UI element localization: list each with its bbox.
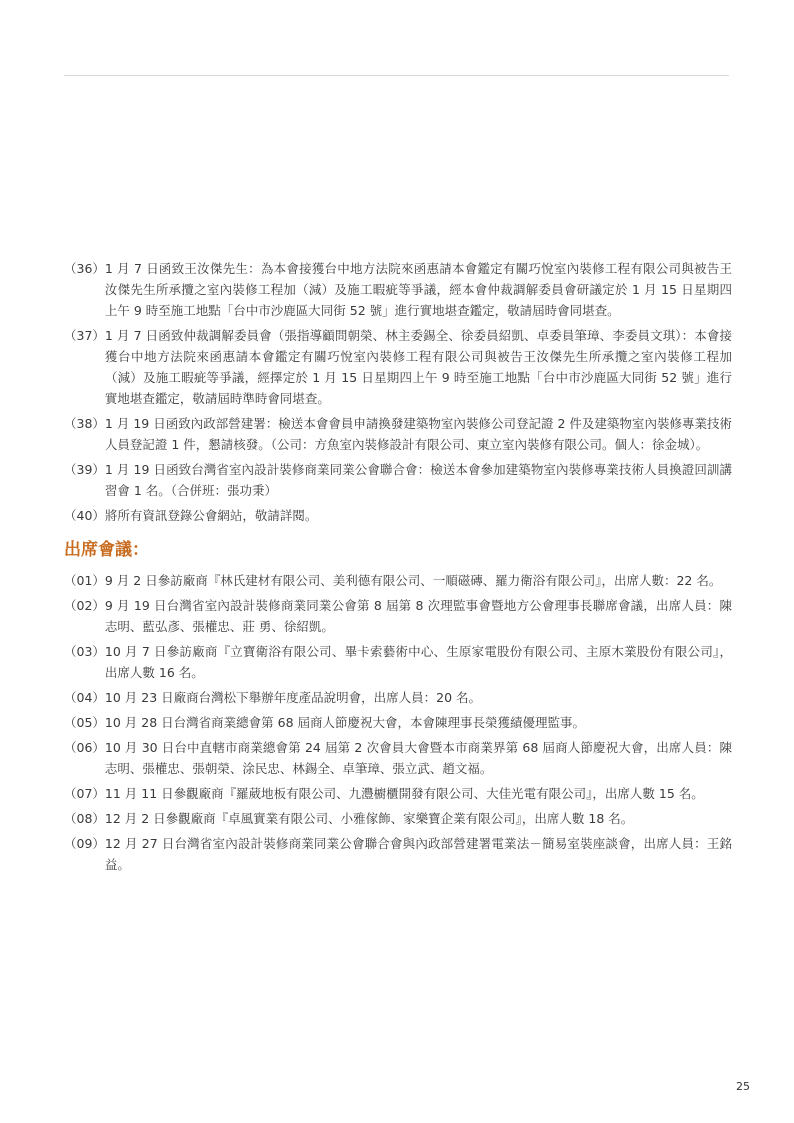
header-divider — [64, 75, 729, 76]
list-item — [64, 570, 732, 591]
item-number: （39） — [64, 462, 105, 477]
item-text: 10 月 7 日參訪廠商『立寶衛浴有限公司、畢卡索藝術中心、生原家電股份有限公司、主原木業股份有限公司』，出席人數 16 名。 — [104, 644, 732, 680]
list-item — [64, 641, 732, 683]
item-text: 10 月 30 日台中直轄市商業總會第 24 屆第 2 次會員大會暨本市商業界第 68 屆商人節慶祝大會，出席人員：陳志明、張權忠、張朝榮、涂民忠、林錫全、卓筆璋、張立武、趙文福。 — [104, 740, 732, 776]
list-item — [64, 413, 732, 455]
meetings-list — [64, 570, 732, 875]
item-number: （03） — [64, 644, 105, 659]
item-text: 1 月 19 日函致內政部營建署：檢送本會會員申請換發建築物室內裝修公司登記證 2 件及建築物室內裝修專業技術人員登記證 1 件，懇請核發。（公司：方魚室內裝修設計有限公司、東立室內裝修有限公司。個人：徐金城）。 — [104, 416, 732, 452]
item-number: （09） — [64, 836, 105, 851]
list-item — [64, 833, 732, 875]
item-number: （02） — [64, 598, 105, 613]
item-text: 11 月 11 日參觀廠商『羅葳地板有限公司、九灃櫥櫃開發有限公司、大佳光電有限公司』，出席人數 15 名。 — [104, 786, 704, 801]
item-text: 1 月 19 日函致台灣省室內設計裝修商業同業公會聯合會：檢送本會參加建築物室內裝修專業技術人員換證回訓講習會 1 名。（合併班：張功秉） — [104, 462, 732, 498]
item-text: 12 月 2 日參觀廠商『卓風實業有限公司、小雅傢飾、家樂寶企業有限公司』，出席人數 18 名。 — [104, 811, 634, 826]
list-item — [64, 325, 732, 409]
item-number: （01） — [64, 573, 105, 588]
item-number: （36） — [64, 261, 105, 276]
list-item — [64, 737, 732, 779]
item-text: 12 月 27 日台灣省室內設計裝修商業同業公會聯合會與內政部營建署電業法－簡易室裝座談會，出席人員：王銘益。 — [104, 836, 732, 872]
item-number: （06） — [64, 740, 105, 755]
item-number: （04） — [64, 690, 105, 705]
item-text: 10 月 23 日廠商台灣松下舉辦年度產品說明會，出席人員：20 名。 — [104, 690, 482, 705]
list-item — [64, 808, 732, 829]
list-item — [64, 595, 732, 637]
item-text: 將所有資訊登錄公會網站，敬請詳閱。 — [104, 508, 318, 523]
page-number: 25 — [736, 1080, 750, 1093]
list-item — [64, 783, 732, 804]
item-number: （05） — [64, 715, 105, 730]
meetings-heading: 出席會議： — [64, 540, 149, 560]
list-item — [64, 712, 732, 733]
item-text: 10 月 28 日台灣省商業總會第 68 屆商人節慶祝大會，本會陳理事長榮獲績優理監事。 — [104, 715, 585, 730]
item-text: 9 月 19 日台灣省室內設計裝修商業同業公會第 8 屆第 8 次理監事會暨地方公會理事長聯席會議，出席人員：陳志明、藍弘彥、張權忠、莊 勇、徐紹凱。 — [104, 598, 732, 634]
item-text: 9 月 2 日參訪廠商『林氏建材有限公司、美利德有限公司、一順磁磚、羅力衛浴有限公司』，出席人數：22 名。 — [104, 573, 722, 588]
list-item — [64, 505, 732, 526]
item-text: 1 月 7 日函致王汝傑先生：為本會接獲台中地方法院來函惠請本會鑑定有關巧悅室內裝修工程有限公司與被告王汝傑先生所承攬之室內裝修工程加（減）及施工暇疵等爭議，經本會仲裁調解委員會研議定於 1 月 15 日星期四上午 9 時至施工地點「台中市沙鹿區大同街 52 號」進行實地堪查鑑定，敬請屆時會同堪查。 — [104, 261, 732, 318]
correspondence-list — [64, 258, 732, 526]
list-item — [64, 687, 732, 708]
item-number: （07） — [64, 786, 105, 801]
list-item — [64, 258, 732, 321]
item-number: （37） — [64, 328, 105, 343]
item-text: 1 月 7 日函致仲裁調解委員會（張指導顧問朝榮、林主委錫全、徐委員紹凱、卓委員筆璋、李委員文琪）：本會接獲台中地方法院來函惠請本會鑑定有關巧悅室內裝修工程有限公司與被告王汝傑先生所承攬之室內裝修工程加（減）及施工暇疵等爭議，經擇定於 1 月 15 日星期四上午 9 時至施工地點「台中市沙鹿區大同街 52 號」進行實地堪查鑑定，敬請屆時準時會同堪查。 — [104, 328, 732, 406]
item-number: （40） — [64, 508, 105, 523]
document-body — [64, 258, 732, 879]
item-number: （38） — [64, 416, 105, 431]
list-item — [64, 459, 732, 501]
item-number: （08） — [64, 811, 105, 826]
